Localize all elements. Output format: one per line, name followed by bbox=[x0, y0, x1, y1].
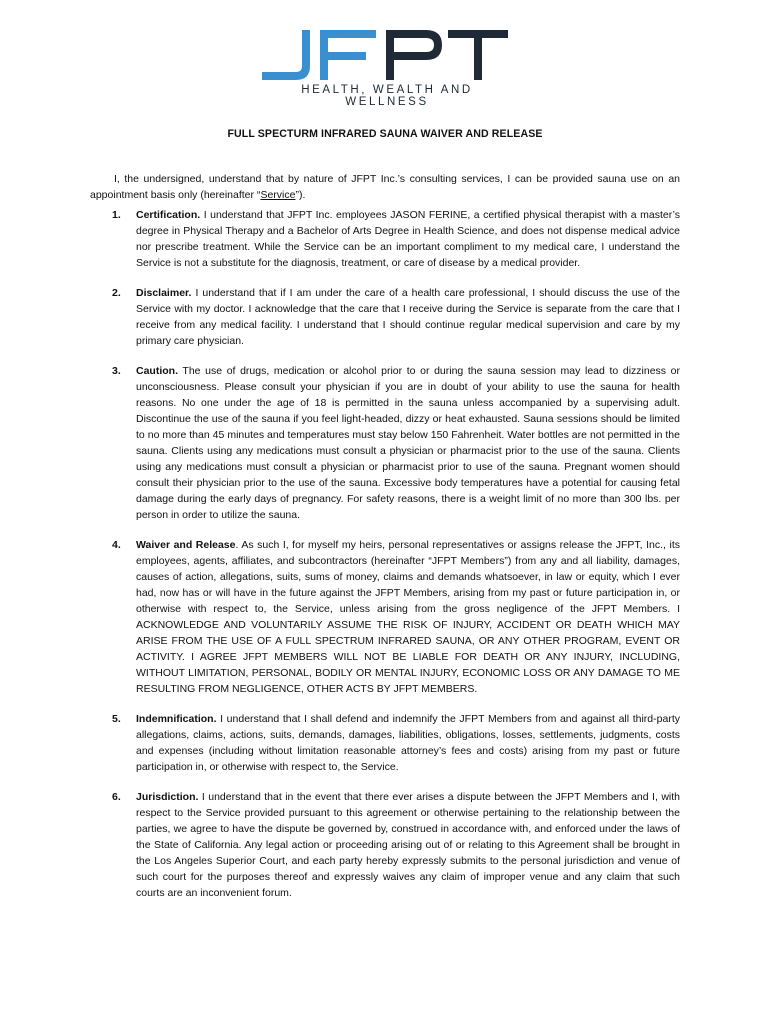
logo-tagline: HEALTH, WEALTH AND WELLNESS bbox=[301, 84, 473, 108]
clause-disclaimer bbox=[90, 285, 680, 349]
clause-text: I understand that if I am under the care of a health care professional, I should discuss the use of the Service with my doctor. I acknowledge that the care that I receive during the Service is separate from the care that I receive from any medical facility. I understand that I should continue regular medical supervision and care by my primary care physician. bbox=[136, 287, 680, 347]
clause-jurisdiction bbox=[90, 789, 680, 901]
intro-text-after: ”). bbox=[295, 188, 306, 201]
clause-caution bbox=[90, 363, 680, 523]
clause-list bbox=[90, 207, 680, 915]
clause-number: 1. bbox=[112, 209, 121, 221]
clause-text: The use of drugs, medication or alcohol prior to or during the sauna session may lead to dizziness or unconsciousness. Please consult your physician if you are in doubt of your ability to use the sauna for health reasons. No one under the age of 18 is permitted in the sauna unless accompanied by a supervising adult. Discontinue the use of the sauna if you feel light-headed, dizzy or heat exhausted. Sauna sessions should be limited to no more than 45 minutes and temperatures must stay below 150 Fahrenheit. Water bottles are not permitted in the sauna. Clients using any medications must consult a physician or pharmacist prior to the use of the sauna. Clients using any medications must consult a physician or pharmacist prior to use of the sauna. Pregnant women should consult their physician prior to the use of the sauna. Excessive body temperatures have a potential for causing fetal damage during the early days of pregnancy. For safety reasons, there is a weight limit of no more than 300 lbs. per person in order to utilize the sauna. bbox=[136, 365, 680, 521]
clause-heading: Waiver and Release bbox=[136, 539, 236, 551]
logo-letter-j bbox=[262, 30, 310, 80]
clause-text: I understand that in the event that there ever arises a dispute between the JFPT Members and I, with respect to the Service provided pursuant to this agreement or otherwise pertaining to the relationship between the parties, we agree to have the dispute be governed by, construed in accordance with, and enforced under the laws of the State of California. Any legal action or proceeding arising out of or relating to this Agreement shall be brought in the Los Angeles Superior Court, and each party hereby expressly submits to the personal jurisdiction and venue of such court for the purposes thereof and expressly waives any claim of improper venue and any claim that such courts are an inconvenient forum. bbox=[136, 791, 680, 899]
clause-waiver-and-release bbox=[90, 537, 680, 697]
clause-number: 5. bbox=[112, 713, 121, 725]
clause-number: 6. bbox=[112, 791, 121, 803]
clause-certification bbox=[90, 207, 680, 271]
clause-number: 3. bbox=[112, 365, 121, 377]
clause-heading: Jurisdiction. bbox=[136, 791, 199, 803]
intro-text-before: I, the undersigned, understand that by nature of JFPT Inc.’s consulting services, I can be provided sauna use on an appointment basis only (hereinafter “ bbox=[90, 172, 680, 201]
logo-letter-f-stem bbox=[320, 30, 328, 80]
logo-letter-f-top bbox=[320, 30, 376, 38]
clause-number: 2. bbox=[112, 287, 121, 299]
clause-indemnification bbox=[90, 711, 680, 775]
intro-paragraph bbox=[90, 171, 680, 203]
clause-heading: Disclaimer. bbox=[136, 287, 192, 299]
logo-letter-t-stem bbox=[474, 30, 482, 80]
document-title: FULL SPECTURM INFRARED SAUNA WAIVER AND RELEASE bbox=[227, 128, 543, 140]
clause-heading: Certification. bbox=[136, 209, 201, 221]
clause-heading: Indemnification. bbox=[136, 713, 217, 725]
logo-letter-p bbox=[386, 30, 442, 80]
intro-service-term: Service bbox=[260, 188, 296, 201]
clause-text: I understand that I shall defend and indemnify the JFPT Members from and against all third-party allegations, claims, actions, suits, demands, damages, liabilities, obligations, losses, settlements, judgments, costs and expenses (including without limitation reasonable attorney’s fees and costs) arising from my past or future participation in, or otherwise with respect to, the Service. bbox=[136, 713, 680, 773]
clause-heading: Caution. bbox=[136, 365, 178, 377]
clause-text: I understand that JFPT Inc. employees JASON FERINE, a certified physical therapist with a master’s degree in Physical Therapy and a Bachelor of Arts Degree in Health Science, and does not dispense medical advice nor prescribe treatment. While the Service can be an important compliment to my medical care, I understand the Service is not a substitute for the diagnosis, treatment, or care of disease by a medical provider. bbox=[136, 209, 680, 269]
clause-text: . As such I, for myself my heirs, personal representatives or assigns release the JFPT, Inc., its employees, agents, affiliates, and subcontractors (hereinafter “JFPT Members”) from any and all liability, damages, causes of action, allegations, suits, sums of money, claims and demands whatsoever, in law or equity, which I ever had, now has or will have in the future against the JFPT Members, arising from my past or future participation in, or otherwise with respect to, the Service, unless arising from the gross negligence of the JFPT Members. I ACKNOWLEDGE AND VOLUNTARILY ASSUME THE RISK OF INJURY, ACCIDENT OR DEATH WHICH MAY ARISE FROM THE USE OF A FULL SPECTRUM INFRARED SAUNA, OR ANY OTHER PROGRAM, EVENT OR ACTIVITY. I AGREE JFPT MEMBERS WILL NOT BE LIABLE FOR DEATH OR ANY INJURY, INCLUDING, WITHOUT LIMITATION, PERSONAL, BODILY OR MENTAL INJURY, ECONOMIC LOSS OR ANY DAMAGE TO ME RESULTING FROM NEGLIGENCE, OTHER ACTS BY JFPT MEMBERS. bbox=[136, 539, 680, 695]
clause-number: 4. bbox=[112, 539, 121, 551]
